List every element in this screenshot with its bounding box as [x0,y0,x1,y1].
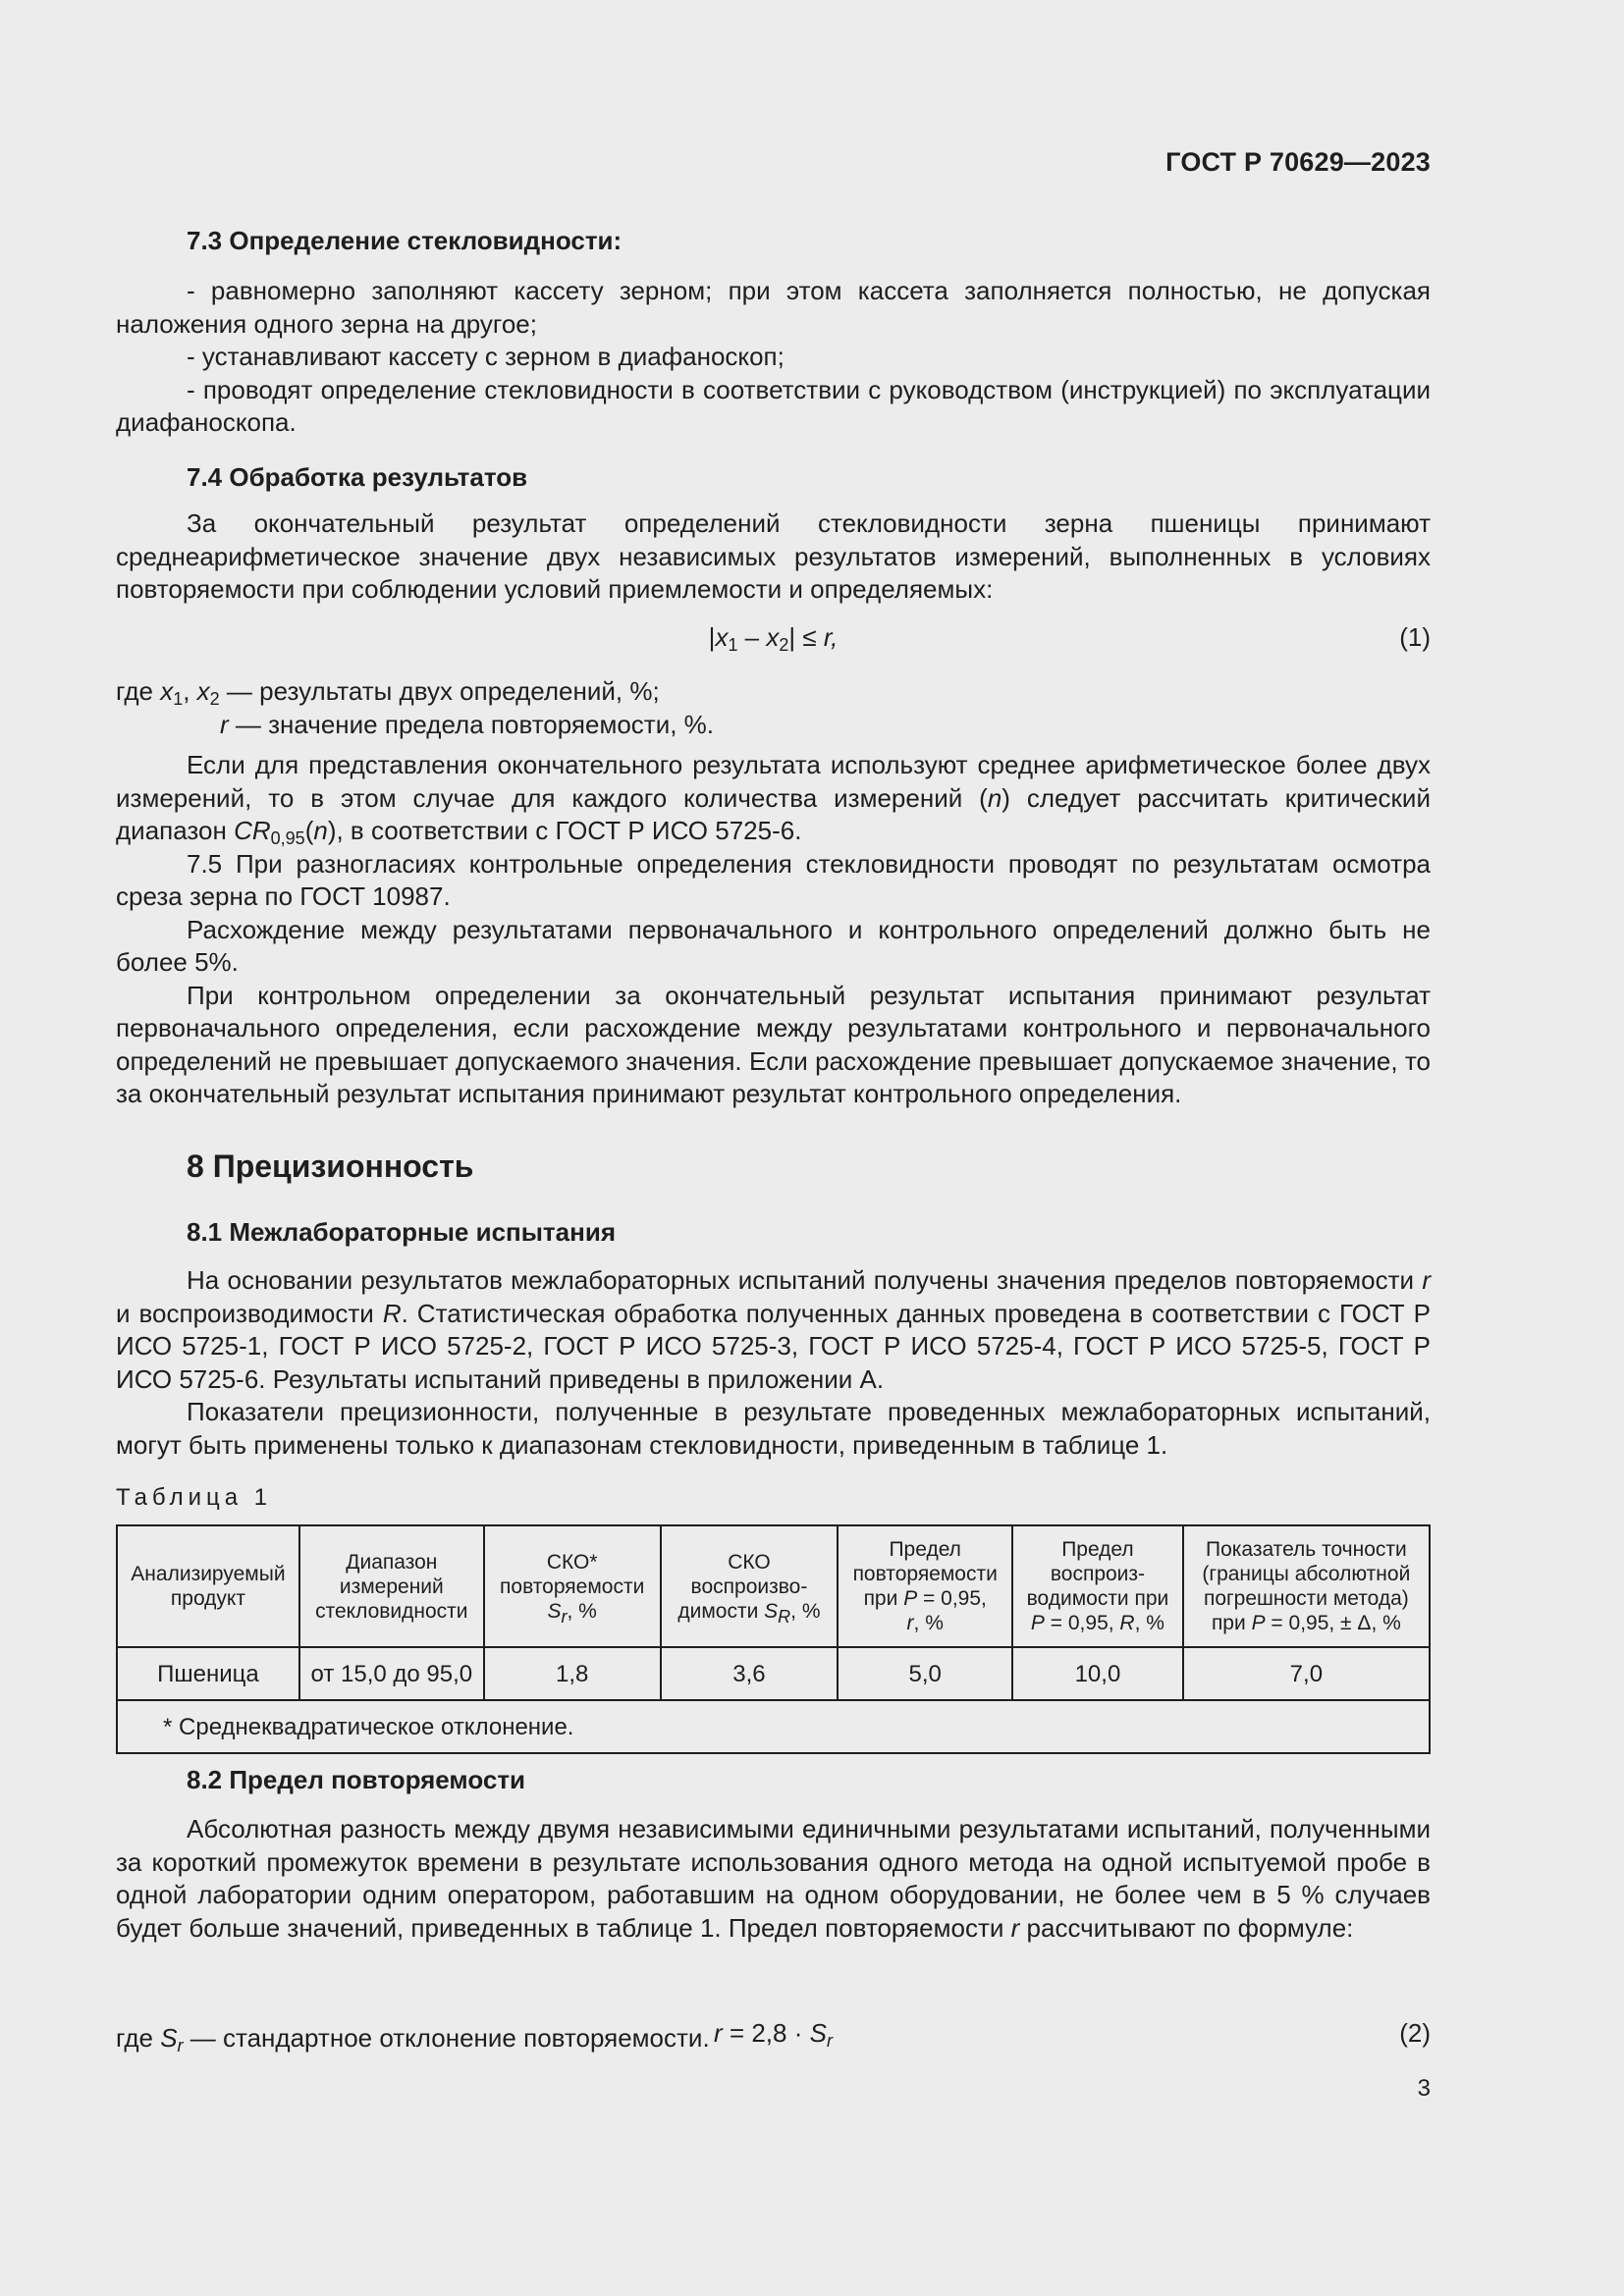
table-header-cell: Диапазон измерений стекловидности [299,1525,484,1647]
heading-8-2: 8.2 Предел повторяемости [187,1765,526,1794]
section-7-3 [116,226,1431,256]
table-cell: 1,8 [484,1647,661,1700]
paragraph: Показатели прецизионности, полученные в результате проведенных межлабораторных испытаний, могут быть применены только к диапазонам стекловидности, приведенным в таблице 1. [116,1397,1431,1460]
heading-8-1: 8.1 Межлабораторные испытания [187,1217,616,1247]
formula-expression: $|x_1 - x_2| \le r$, [708,622,839,655]
list-item: - проводят определение стекловидности в соответствии с руководством (инструкцией) по эксплуатации диафаноскопа. [116,374,1431,437]
page-number: 3 [1417,2075,1431,2102]
where-line: где $S_r$ — стандартное отклонение повторяемости. [116,2023,710,2056]
where-line: где $x_1$, $x_2$ — результаты двух определений, %; [116,676,660,709]
table-cell: 7,0 [1183,1647,1430,1700]
precision-table [116,1524,1431,1754]
table-header-cell: Анализируемый продукт [117,1525,299,1647]
paragraph: Абсолютная разность между двумя независимыми единичными результатами испытаний, полученными за короткий промежуток времени в результате использования одного метода на одной испытуемой пробе в одной лаборатории одним оператором, работавшим на одном оборудовании, не более чем в 5 % случаев будет больше значений, приведенных в таблице 1. Предел повторяемости r рассчитывают по формуле: [116,1814,1431,1943]
paragraph: 7.5 При разногласиях контрольные определения стекловидности проводят по результатам осмотра среза зерна по ГОСТ 10987. [116,848,1431,911]
paragraph: Если для представления окончательного результата используют среднее арифметическое более двух измерений, то в этом случае для каждого количества измерений (n) следует рассчитать критический диапазон $CR_{0,95}(n)$, в соответствии с ГОСТ Р ИСО 5725-6. [116,750,1431,848]
table-caption: Таблица 1 [116,1484,273,1511]
table-header-cell: Предел воспроиз-водимости при P = 0,95, R, % [1012,1525,1183,1647]
table-cell: от 15,0 до 95,0 [299,1647,484,1700]
formula-number: (1) [1399,622,1431,652]
table-header-cell: Показатель точности (границы абсолютной погрешности метода) при P = 0,95, ± Δ, % [1183,1525,1430,1647]
table-footnote: * Среднеквадратическое отклонение. [117,1700,1430,1753]
table-header-cell: СКО* повторяемости $S_r$, % [484,1525,661,1647]
list-item: - устанавливают кассету с зерном в диафаноскоп; [187,342,785,371]
table-header-row [117,1525,1430,1647]
paragraph: При контрольном определении за окончательный результат испытания принимают результат первоначального определения, если расхождение между результатами контрольного и первоначального определений не превышает допускаемого значения. Если расхождение превышает допускаемое значение, то за окончательный результат испытания принимают результат контрольного определения. [116,980,1431,1108]
heading-8: 8 Прецизионность [187,1148,474,1184]
paragraph: На основании результатов межлабораторных испытаний получены значения пределов повторяемости r и воспроизводимости R. Статистическая обработка полученных данных проведена в соответствии с ГОСТ Р ИСО 5725-1, ГОСТ Р ИСО 5725-2, ГОСТ Р ИСО 5725-3, ГОСТ Р ИСО 5725-4, ГОСТ Р ИСО 5725-5, ГОСТ Р ИСО 5725-6. Результаты испытаний приведены в приложении А. [116,1265,1432,1394]
where-block-1 [116,675,1431,741]
where-line: r — значение предела повторяемости, %. [220,709,715,739]
heading-7-4: 7.4 Обработка результатов [187,462,528,492]
list-item: - равномерно заполняют кассету зерном; при этом кассета заполняется полностью, не допуская наложения одного зерна на другое; [116,276,1431,339]
paragraph: За окончательный результат определений стекловидности зерна пшеницы принимают среднеарифметическое значение двух независимых результатов измерений, выполненных в условиях повторяемости при соблюдении условий приемлемости и определяемых: [116,508,1431,604]
formula-1 [116,622,1431,658]
table-cell: 10,0 [1012,1647,1183,1700]
paragraph: Расхождение между результатами первоначального и контрольного определений должно быть не более 5%. [116,914,1431,977]
table-header-cell: СКО воспроизво-димости $S_R$, % [661,1525,839,1647]
table-cell: 3,6 [661,1647,839,1700]
document-code: ГОСТ Р 70629—2023 [1165,147,1431,177]
table-cell: 5,0 [838,1647,1012,1700]
table-cell: Пшеница [117,1647,299,1700]
table-row [117,1647,1430,1700]
table-header-cell: Предел повторяемости при P = 0,95, r, % [838,1525,1012,1647]
section-7-3-list [116,275,1431,440]
formula-expression: $r = 2,8 \cdot S_r$ [714,2018,833,2051]
table-note-row [117,1700,1430,1753]
formula-number: (2) [1399,2018,1431,2048]
heading-7-3: 7.3 Определение стекловидности: [187,226,623,255]
